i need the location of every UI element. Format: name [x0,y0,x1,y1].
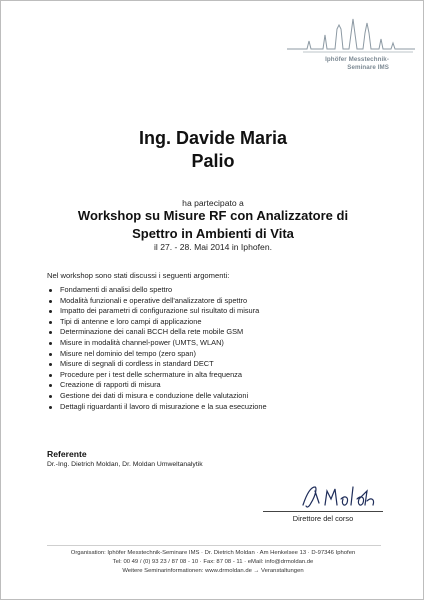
list-item [47,402,267,413]
participated-text: ha partecipato a [182,198,244,208]
list-item [47,296,267,307]
signature-line [263,511,383,512]
list-item [47,391,267,402]
list-item [47,370,267,381]
bullet-icon [49,363,52,366]
bullet-icon [49,374,52,377]
footer-divider [47,545,381,546]
topic-text: Dettagli riguardanti il lavoro di misurazione e la sua esecuzione [60,401,267,411]
recipient-name-line1: Ing. Davide Maria [138,128,288,148]
bullet-icon [49,289,52,292]
topic-text: Gestione dei dati di misura e conduzione delle valutazioni [60,390,249,400]
referee-title: Referente [47,449,87,459]
logo [283,5,419,75]
list-item [47,327,267,338]
bullet-icon [49,353,52,356]
bullet-icon [49,310,52,313]
footer-contact: Tel: 00 49 / (0) 93 23 / 87 08 - 10 · Fax: 87 08 - 11 · eMail: info@drmoldan.de [112,559,314,565]
topic-text: Modalità funzionali e operative dell'analizzatore di spettro [60,295,248,305]
list-item [47,349,267,360]
list-item [47,317,267,328]
list-item [47,359,267,370]
topic-text: Misure nel dominio del tempo (zero span) [60,348,196,358]
bullet-icon [49,384,52,387]
topic-text: Misure di segnali di cordless in standard DECT [60,359,214,369]
topic-text: Fondamenti di analisi dello spettro [60,285,173,294]
signature-icon [297,483,377,511]
bullet-icon [49,395,52,398]
list-item [47,380,267,391]
topic-text: Determinazione dei canali BCCH della rete mobile GSM [60,327,244,337]
bullet-icon [49,300,52,303]
logo-text-line2: Seminare IMS [347,64,389,71]
bullet-icon [49,406,52,409]
list-item [47,338,267,349]
list-item [47,306,267,317]
list-item [47,285,267,296]
topic-text: Impatto dei parametri di configurazione sul risultato di misura [60,306,260,316]
topic-text: Creazione di rapporti di misura [60,380,161,390]
logo-text-line1: Iphöfer Messtechnik- [325,56,389,63]
bullet-icon [49,331,52,334]
footer-organisation: Organisation: Iphöfer Messtechnik-Seminare IMS · Dr. Dietrich Moldan · Am Henkelsee 13 · D-97346 Iphofen [70,550,356,556]
footer-website: Weitere Seminarinformationen: www.drmoldan.de → Veranstaltungen [122,568,304,574]
course-title-line1: Workshop su Misure RF con Analizzatore di [77,208,349,223]
bullet-icon [49,342,52,345]
topics-list [47,285,267,412]
signature-role: Direttore del corso [292,514,354,523]
topic-text: Tipi di antenne e loro campi di applicazione [60,316,202,326]
castle-skyline-icon [283,5,419,55]
topics-intro: Nel workshop sono stati discussi i seguenti argomenti: [47,271,230,280]
course-title-line2: Spettro in Ambienti di Vita [132,226,294,241]
recipient-name-line2: Palio [191,151,235,171]
topic-text: Misure in modalità channel-power (UMTS, WLAN) [60,337,224,347]
course-date-place: il 27. - 28. Mai 2014 in Iphofen. [153,242,272,252]
topic-text: Procedure per i test delle schermature in alta frequenza [60,369,242,379]
bullet-icon [49,321,52,324]
referee-name: Dr.-Ing. Dietrich Moldan, Dr. Moldan Umweltanalytik [47,461,203,468]
